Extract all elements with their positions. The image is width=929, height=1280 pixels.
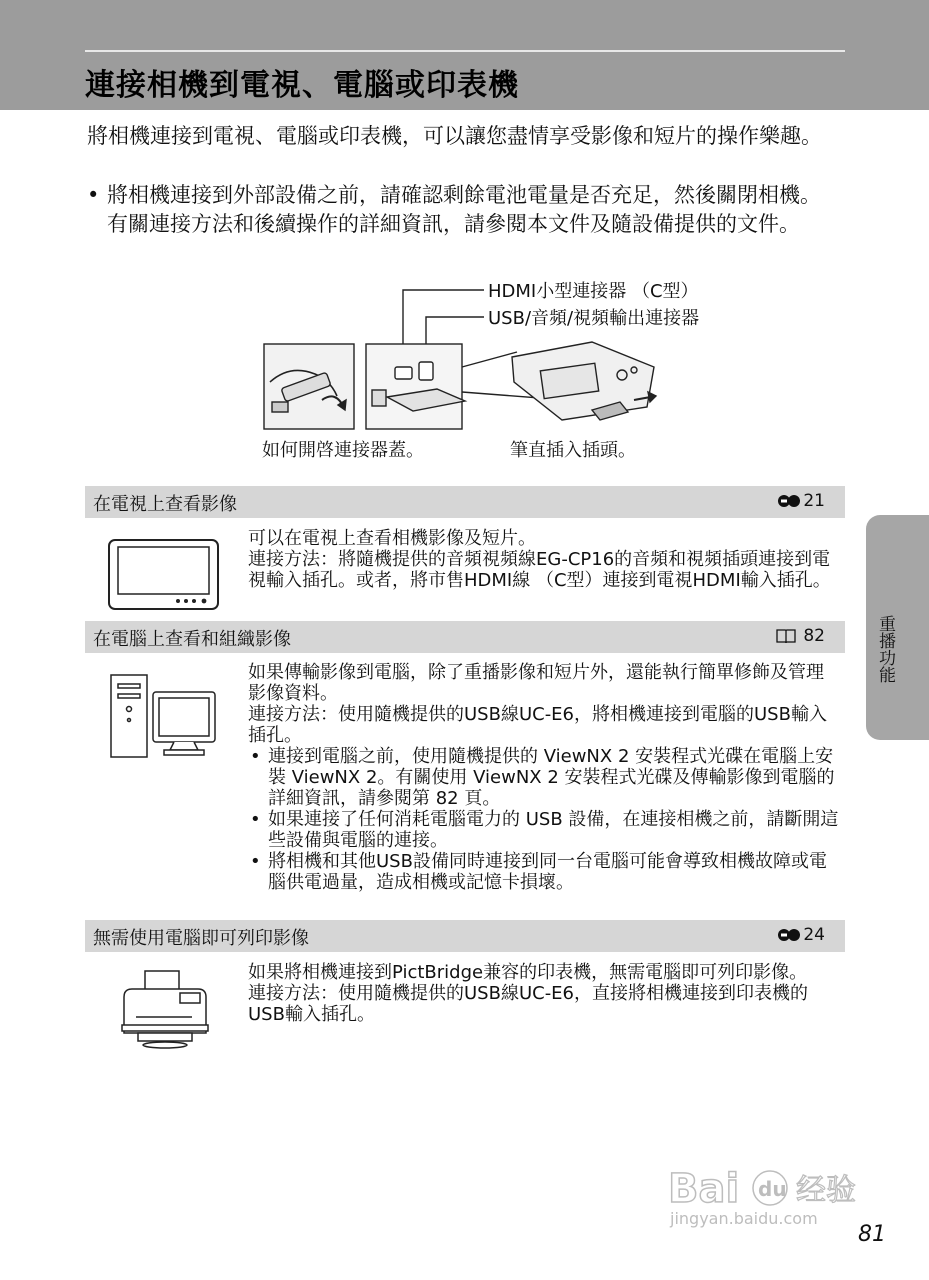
section-bar-tv (85, 486, 845, 518)
list-item-text: 連接到電腦之前，使用隨機提供的 ViewNX 2 安裝程式光碟在電腦上安裝 ViewNX 2。有關使用 ViewNX 2 安裝程式光碟及傳輸影像到電腦的詳細資訊，請參閱第 82 頁。 (268, 746, 835, 809)
section-paragraph: 連接方法：將隨機提供的音頻視頻線EG-CP16的音頻和視頻插頭連接到電視輸入插孔。或者，將市售HDMI線 （C型）連接到電視HDMI輸入插孔。 (248, 549, 831, 591)
svg-text:du: du (758, 1177, 787, 1201)
section-ref-page: 82 (803, 626, 825, 646)
hdmi-connector-label: HDMI小型連接器 （C型） (488, 281, 699, 302)
section-ref-printer (777, 925, 825, 945)
e-reference-icon (777, 494, 801, 508)
section-bar-computer (85, 621, 845, 653)
svg-text:经验: 经验 (796, 1173, 856, 1208)
section-title-tv: 在電視上查看影像 (93, 494, 237, 515)
list-item: • 如果連接了任何消耗電腦電力的 USB 設備，在連接相機之前，請斷開這些設備與電腦的連接。 (250, 809, 839, 851)
section-ref-page: 24 (803, 925, 825, 945)
section-paragraph: 如果將相機連接到PictBridge兼容的印表機，無需電腦即可列印影像。 (248, 962, 808, 983)
side-tab-label: 重播功能 (875, 615, 895, 683)
section-title-computer: 在電腦上查看和組織影像 (93, 629, 291, 650)
intro-bullet (87, 181, 832, 239)
intro-bullet-text: 將相機連接到外部設備之前，請確認剩餘電池電量是否充足，然後關閉相機。有關連接方法和後續操作的詳細資訊，請參閱本文件及隨設備提供的文件。 (107, 183, 821, 236)
insert-plug-caption: 筆直插入插頭。 (510, 440, 636, 461)
section-ref-tv (777, 491, 825, 511)
computer-icon (108, 672, 218, 760)
svg-text:Bai: Bai (668, 1166, 740, 1212)
book-icon (775, 628, 797, 644)
section-paragraph: 可以在電視上查看相機影像及短片。 (248, 528, 536, 549)
list-item: • 連接到電腦之前，使用隨機提供的 ViewNX 2 安裝程式光碟在電腦上安裝 ViewNX 2。有關使用 ViewNX 2 安裝程式光碟及傳輸影像到電腦的詳細資訊，請參閱第 82 頁。 (248, 746, 840, 809)
e-reference-icon (777, 928, 801, 942)
svg-text:jingyan.baidu.com: jingyan.baidu.com (670, 1209, 818, 1228)
bullet-dot: • (87, 183, 100, 207)
header-rule (85, 50, 845, 52)
section-paragraph: 如果傳輸影像到電腦，除了重播影像和短片外，還能執行簡單修飾及管理影像資料。 (248, 662, 824, 704)
list-item-text: 如果連接了任何消耗電腦電力的 USB 設備，在連接相機之前，請斷開這些設備與電腦的連接。 (268, 809, 839, 851)
section-body-computer (248, 662, 840, 893)
printer-icon (118, 967, 213, 1052)
page-title: 連接相機到電視、電腦或印表機 (85, 68, 519, 103)
page-number: 81 (858, 1222, 886, 1247)
tv-icon (107, 538, 220, 611)
baidu-watermark-logo (668, 1160, 868, 1230)
list-item-text: 將相機和其他USB設備同時連接到同一台電腦可能會導致相機故障或電腦供電過量，造成相機或記憶卡損壞。 (268, 851, 827, 893)
section-paragraph: 連接方法：使用隨機提供的USB線UC-E6，將相機連接到電腦的USB輸入插孔。 (248, 704, 827, 746)
usb-connector-label: USB/音頻/視頻輸出連接器 (488, 308, 700, 329)
section-title-printer: 無需使用電腦即可列印影像 (93, 928, 309, 949)
section-bar-printer (85, 920, 845, 952)
section-body-printer (248, 962, 840, 1025)
section-paragraph: 連接方法：使用隨機提供的USB線UC-E6，直接將相機連接到印表機的USB輸入插孔。 (248, 983, 809, 1025)
open-cover-caption: 如何開啓連接器蓋。 (262, 440, 424, 461)
section-ref-page: 21 (803, 491, 825, 511)
list-item: • 將相機和其他USB設備同時連接到同一台電腦可能會導致相機故障或電腦供電過量，造成相機或記憶卡損壞。 (248, 851, 840, 893)
section-ref-computer (775, 626, 825, 646)
intro-paragraph: 將相機連接到電視、電腦或印表機，可以讓您盡情享受影像和短片的操作樂趣。 (87, 124, 822, 148)
computer-notes (248, 746, 840, 893)
connector-figure (262, 272, 732, 462)
section-body-tv (248, 528, 840, 591)
